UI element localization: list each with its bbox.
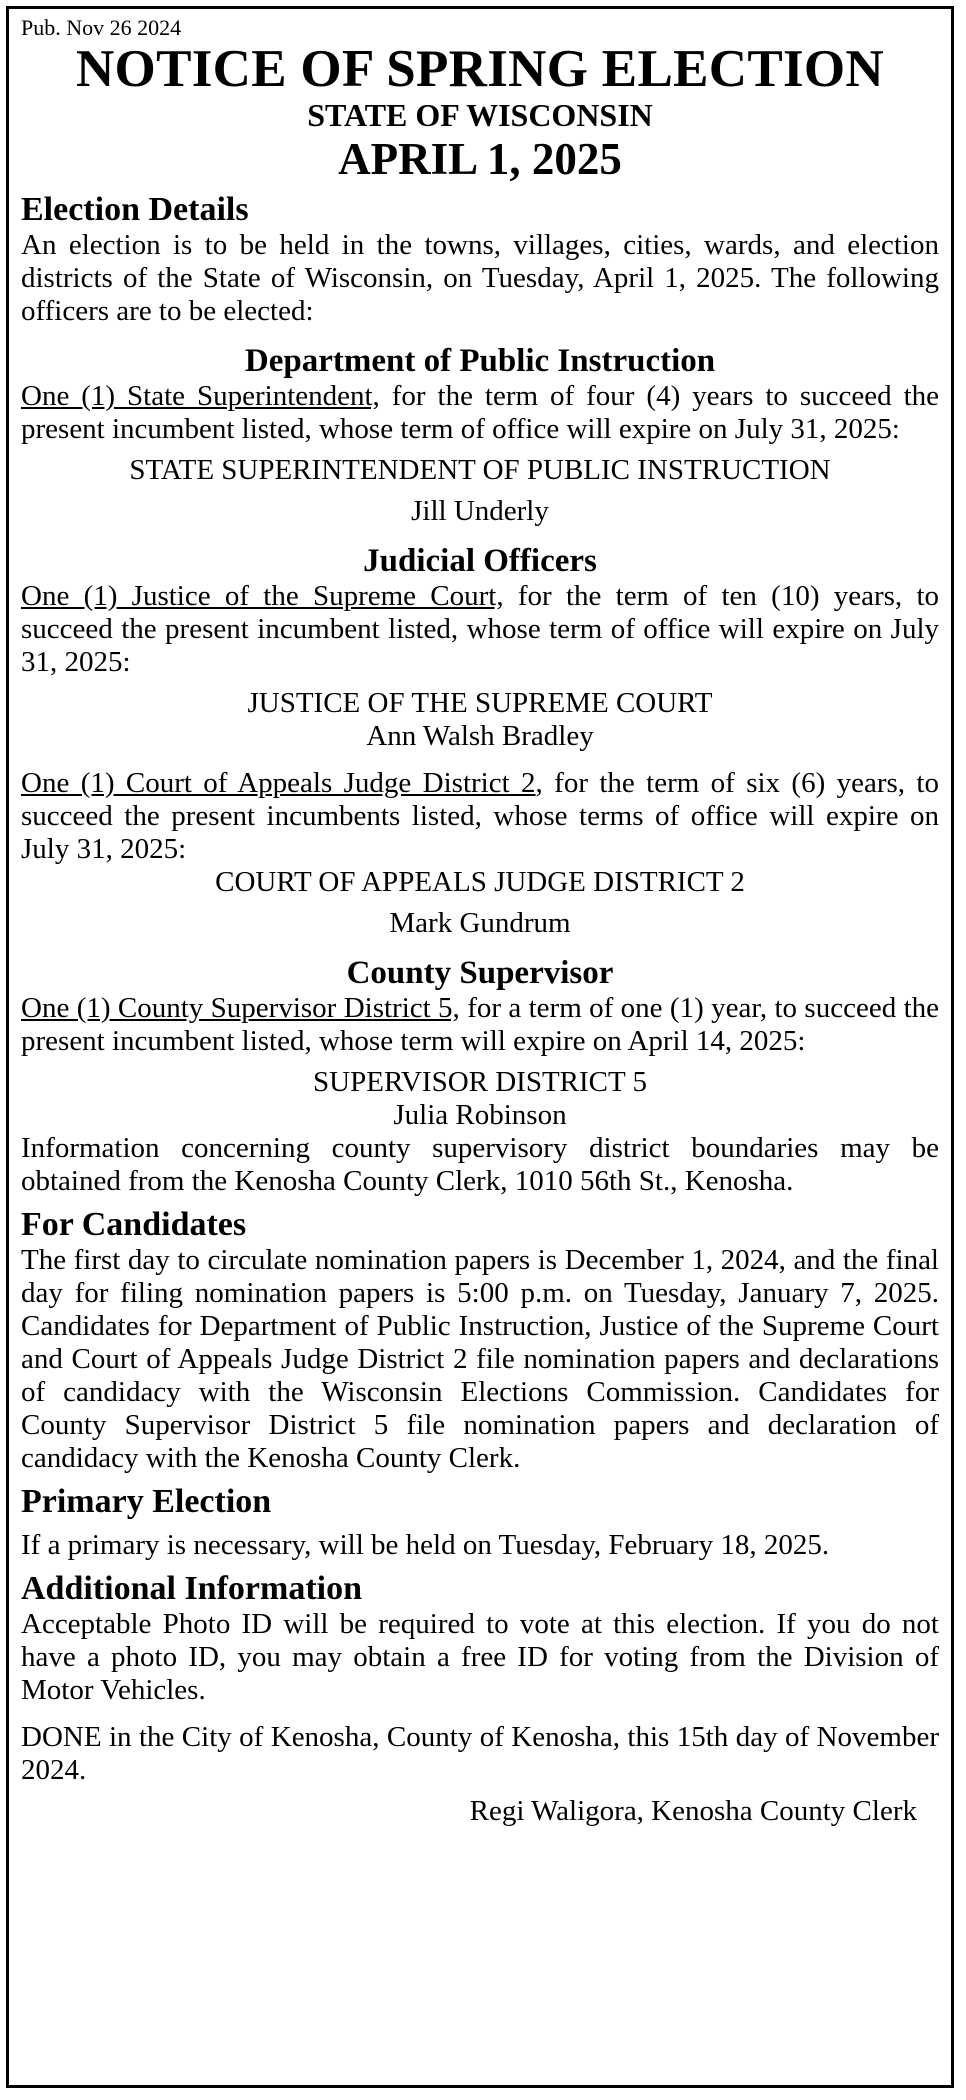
justice-office-terms: for the term of ten (10) years, to succeed the present incumbent listed, whose term of office will expire on July 31, 2025: — [21, 580, 940, 678]
dpi-heading: Department of Public Instruction — [244, 343, 716, 379]
appeals-paragraph — [21, 767, 939, 866]
candidates-text: The first day to circulate nomination papers is December 1, 2024, and the final day for filing nomination papers is 5:00 p.m. on Tuesday, January 7, 2025. Candidates for Department of Public Instruction, Justice of the Supreme Court and Court of Appeals Judge District 2 file nomination papers and declarations of candidacy with the Wisconsin Elections Commission. Candidates for County Supervisor District 5 file nomination papers and declaration of candidacy with the Kenosha County Clerk. — [21, 1244, 939, 1474]
additional-text: Acceptable Photo ID will be required to vote at this election. If you do not have a photo ID, you may obtain a free ID for voting from the Division of Motor Vehicles. — [21, 1608, 939, 1706]
county-office-name: One (1) County Supervisor District 5, — [21, 992, 460, 1024]
appeals-incumbent: Mark Gundrum — [389, 907, 571, 939]
county-office-terms: for a term of one (1) year, to succeed the present incumbent listed, whose term will expire on April 14, 2025: — [21, 992, 940, 1057]
justice-incumbent: Ann Walsh Bradley — [366, 720, 594, 752]
justice-office-name: One (1) Justice of the Supreme Court, — [21, 580, 504, 612]
dpi-office-terms: for the term of four (4) years to succeed the present incumbent listed, whose term of office will expire on July 31, 2025: — [21, 380, 939, 445]
additional-heading: Additional Information — [21, 1570, 362, 1607]
county-heading: County Supervisor — [346, 955, 614, 991]
appeals-office-title: COURT OF APPEALS JUDGE DISTRICT 2 — [215, 866, 745, 898]
county-office-title: SUPERVISOR DISTRICT 5 — [313, 1066, 647, 1098]
county-info: Information concerning county supervisory district boundaries may be obtained from the Kenosha County Clerk, 1010 56th St., Kenosha. — [21, 1132, 939, 1197]
judicial-heading: Judicial Officers — [363, 543, 597, 579]
candidates-heading: For Candidates — [21, 1206, 247, 1243]
election-details-heading: Election Details — [21, 191, 249, 228]
clerk-signature: Regi Waligora, Kenosha County Clerk — [469, 1795, 917, 1827]
election-date: APRIL 1, 2025 — [338, 134, 622, 184]
publication-date: Pub. Nov 26 2024 — [21, 15, 182, 40]
justice-paragraph — [21, 580, 939, 679]
dpi-office-title: STATE SUPERINTENDENT OF PUBLIC INSTRUCTION — [129, 454, 831, 486]
done-statement: DONE in the City of Kenosha, County of Kenosha, this 15th day of November 2024. — [21, 1721, 939, 1786]
primary-heading: Primary Election — [21, 1483, 272, 1520]
primary-text: If a primary is necessary, will be held on Tuesday, February 18, 2025. — [21, 1529, 830, 1561]
notice-title: NOTICE OF SPRING ELECTION — [75, 40, 885, 98]
notice-subtitle: STATE OF WISCONSIN — [307, 97, 653, 133]
notice-page — [6, 6, 954, 2088]
dpi-office-paragraph — [21, 380, 939, 446]
justice-office-title: JUSTICE OF THE SUPREME COURT — [247, 687, 713, 719]
election-details-text: An election is to be held in the towns, villages, cities, wards, and election districts of the State of Wisconsin, on Tuesday, April 1, 2025. The following officers are to be elected: — [21, 229, 939, 327]
dpi-incumbent: Jill Underly — [411, 495, 549, 527]
appeals-office-name: One (1) Court of Appeals Judge District 2 — [21, 767, 536, 799]
appeals-office-terms: , for the term of six (6) years, to succeed the present incumbents listed, whose terms of office will expire on July 31, 2025: — [21, 767, 939, 865]
dpi-office-name: One (1) State Superintendent, — [21, 380, 380, 412]
county-office-paragraph — [21, 992, 939, 1058]
county-incumbent: Julia Robinson — [393, 1099, 567, 1131]
